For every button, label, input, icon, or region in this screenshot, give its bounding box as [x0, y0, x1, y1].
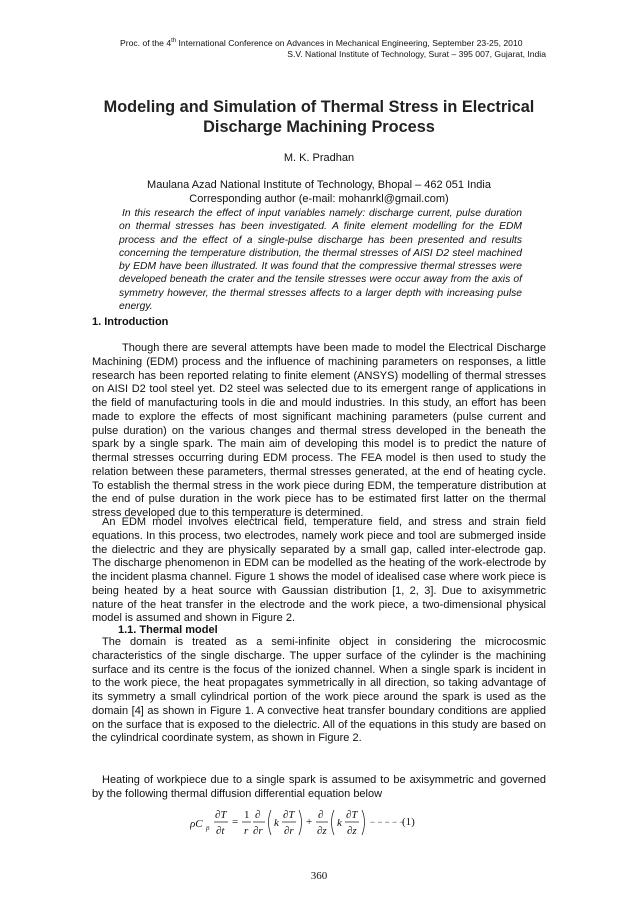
eq-partial-2: ∂ — [318, 809, 324, 821]
eq-dt-den: ∂t — [216, 825, 225, 837]
eq-k-2: k — [337, 817, 342, 829]
author-name: M. K. Pradhan — [283, 152, 355, 164]
eq-k: k — [274, 817, 279, 829]
eq-number: (1) — [402, 816, 415, 828]
paragraph-3: The domain is treated as a semi-infinite object in considering the microcosmic characteristics of the single discharge. The upper surface of the cylinder is the machining surface and its centre is the focus of the ionized channel. When a single spark is incident in to the work piece, the heat propagates symmetrically in all direction, so taking advantage of its symmetry a small cylindrical portion of the work piece around the spark is used as the domain [4] as shown in Figure 1. A convective heat transfer boundary conditions are applied on the surface that is exposed to the dielectric. All of the equations in this study are based on the cylindrical coordinate system, as shown in Figure 2. — [92, 636, 546, 745]
eq-r: r — [244, 825, 249, 837]
eq-plus: + — [306, 816, 313, 828]
paragraph-1: Though there are several attempts have been made to model the Electrical Discharge Machining (EDM) process and the influence of machining parameters on responses, a little research has been reported relating to finite element (ANSYS) modelling of thermal stresses on AISI D2 tool steel yet. D2 steel was selected due to its emergent range of applications in the field of manufacturing tools in die and mould industries. In this study, an effort has been made to explore the effects of most significant machining parameters (pulse current and pulse duration) on the various changes and thermal stress developed in the beneath the spark by a single spark. The main aim of developing this model is to predict the nature of thermal stresses occurring during EDM process. The FEA model is then used to study the relation between these parameters, thermal stresses generated, at the end of heating cycle. To establish the thermal stress in the work piece during EDM, the temperature distribution at the end of pulse duration in the work piece has to be estimated first latter on the thermal stress developed due to this temperature is determined. — [92, 342, 546, 519]
eq-left-paren-2 — [332, 810, 335, 835]
affiliation-line-1: Maulana Azad National Institute of Technology, Bhopal – 462 051 India — [147, 179, 491, 191]
eq-partial-z: ∂z — [317, 825, 327, 837]
header-line-1 — [120, 36, 546, 49]
eq-dT-num-3: ∂T — [346, 809, 358, 821]
subsection-heading-thermal-model: 1.1. Thermal model — [118, 624, 218, 636]
eq-p-subscript: p — [206, 824, 210, 832]
affiliation-line-2: Corresponding author (e-mail: mohanrkl@gmail.com) — [189, 193, 449, 205]
equation-1 — [190, 805, 420, 841]
abstract: In this research the effect of input variables namely: discharge current, pulse duration on thermal stresses has been investigated. A finite element modelling for the EDM process and the effect of a single-pulse discharge has been presented and results concerning the temperature distribution, the thermal stresses of AISI D2 steel machined by EDM have been illustrated. It was found that the compressive thermal stresses were developed beneath the crater and the tensile stresses were occur away from the axis of symmetry however, the thermal stresses affects to a larger depth with increasing pulse energy. — [119, 208, 522, 313]
paragraph-2: An EDM model involves electrical field, temperature field, and stress and strain field equations. In this process, two electrodes, namely work piece and tool are submerged inside the dielectric and they are physically separated by a small gap, called inter-electrode gap. The discharge phenomenon in EDM can be modelled as the heating of the work-electrode by the incident plasma channel. Figure 1 shows the model of idealised case where work piece is being heated by a heat source with Gaussian distribution [1, 2, 3]. Due to axisymmetric nature of the heat transfer in the electrode and the work piece, a two-dimensional physical model is assumed and shown in Figure 2. — [92, 516, 546, 625]
affiliation — [0, 178, 638, 206]
eq-left-paren — [269, 810, 272, 835]
eq-dT-num-2: ∂T — [283, 809, 295, 821]
header-superscript: th — [171, 38, 177, 44]
eq-right-paren-2 — [362, 810, 365, 835]
header-prefix: Proc. of the 4 — [120, 37, 172, 48]
eq-one: 1 — [244, 809, 250, 821]
eq-partial-z-2: ∂z — [347, 825, 357, 837]
eq-partial-r: ∂r — [253, 825, 263, 837]
page-number: 360 — [310, 870, 328, 882]
eq-dT-num: ∂T — [215, 809, 227, 821]
eq-equals: = — [232, 816, 239, 828]
paragraph-4: Heating of workpiece due to a single spark is assumed to be axisymmetric and governed by the following thermal diffusion differential equation below — [92, 774, 546, 800]
section-heading-introduction: 1. Introduction — [92, 316, 169, 328]
eq-dashes: − − − − − — [370, 817, 405, 827]
header-line-2: S.V. National Institute of Technology, Surat – 395 007, Gujarat, India — [287, 48, 546, 59]
eq-rho-c: ρC — [190, 818, 203, 830]
eq-partial: ∂ — [255, 809, 261, 821]
header-suffix: International Conference on Advances in Mechanical Engineering, September 23-25, 2010 — [176, 37, 523, 48]
eq-partial-r-2: ∂r — [284, 825, 294, 837]
conference-header — [120, 36, 546, 60]
paper-title: Modeling and Simulation of Thermal Stress in Electrical Discharge Machining Process — [103, 98, 535, 136]
eq-right-paren — [299, 810, 302, 835]
